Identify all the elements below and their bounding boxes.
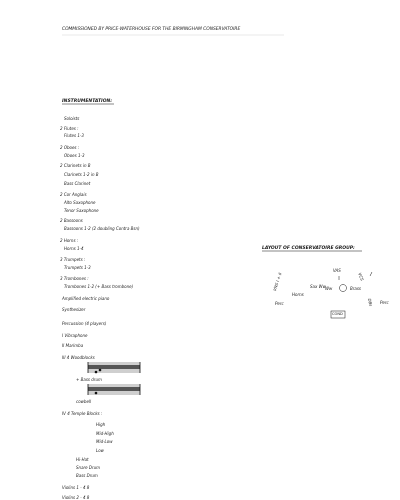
instrument-line: cowbell <box>76 399 92 404</box>
layout-label-conductor: COND <box>332 312 343 316</box>
instrument-line: 3 Trumpets : <box>60 257 86 262</box>
instrument-line: 3 Trombones : <box>60 276 89 281</box>
instrument-line: 2 Clarinets in B <box>60 163 91 168</box>
instrument-line: Trumpets 1-3 <box>64 265 91 270</box>
layout-title: LAYOUT OF CONSERVATOIRE GROUP: <box>262 246 355 251</box>
instrument-line: Snare Drum <box>76 465 101 470</box>
instrument-line: Tenor Saxophone <box>64 208 99 213</box>
instrument-line: Violins 1 - 4 8 <box>62 485 90 490</box>
instrument-line: Flutes 1-3 <box>64 133 84 138</box>
layout-label-cellos: VCS <box>357 272 365 282</box>
layout-label-woodwind-2: Ww <box>325 286 333 291</box>
instrument-line: Mid-Low <box>96 439 113 444</box>
instrumentation-title: INSTRUMENTATION: <box>62 99 113 104</box>
instrument-line: 2 Cor Anglais <box>60 192 87 197</box>
instrument-line: Bassoons 1-2 (2 doubling Contra Bsn) <box>64 226 140 231</box>
layout-label-perc-right: Perc <box>380 300 389 305</box>
instrument-line: Amplified electric piano <box>62 296 110 301</box>
layout-label-perc-left: Perc <box>275 301 284 306</box>
instrument-line: Soloists <box>64 116 80 121</box>
instrument-line: Alto Saxophone <box>64 200 96 205</box>
instrument-line: Hi-Hat <box>76 457 89 462</box>
instrument-line: Bass Clarinet <box>64 181 91 186</box>
instrument-line: 2 Oboes : <box>60 145 80 150</box>
instrument-line: II Marimba <box>62 343 84 348</box>
conductor-circle <box>340 285 347 292</box>
instrument-line: IV 4 Temple Blocks : <box>62 411 103 416</box>
music-staff-1 <box>88 362 140 373</box>
instrument-line: Violins 2 - 4 8 <box>62 495 90 500</box>
instrument-line: + Bass drum <box>76 377 102 382</box>
instrument-line: Horns 1-4 <box>64 246 84 251</box>
instrument-line: Oboes 1-3 <box>64 153 85 158</box>
layout-label-basses: DBs <box>367 298 374 307</box>
instrument-line: 2 Bassoons <box>60 218 83 223</box>
instrument-line: Clarinets 1-2 in B <box>64 172 99 177</box>
instrument-line: Percussion (4 players) <box>62 321 107 326</box>
commission-header: COMMISSIONED BY PRICE-WATERHOUSE FOR THE BIRMINGHAM CONSERVATOIRE <box>62 27 241 32</box>
instrument-line: High <box>96 422 106 427</box>
instrument-line: I Vibraphone <box>62 333 88 338</box>
instrument-line: 2 Flutes : <box>60 126 79 131</box>
layout-label-horns: Horns <box>292 292 304 297</box>
instrument-line: Mid-High <box>96 431 114 436</box>
instrument-line: Low <box>96 448 104 453</box>
instrument-line: Bass Drum <box>76 473 98 478</box>
instrument-line: Trombones 1-2 (+ Bass trombone) <box>64 284 134 289</box>
music-staff-2 <box>88 384 140 395</box>
layout-label-violins: VNS I + II <box>272 271 283 292</box>
layout-label-woodwind-1: Sax Ww <box>310 284 326 289</box>
layout-label-brass: Brass <box>350 286 362 291</box>
instrument-line: Synthesizer <box>62 307 86 312</box>
instrument-line: III 4 Woodblocks <box>62 355 95 360</box>
instrument-line: 2 Horns : <box>60 238 79 243</box>
layout-label-violas: VAS <box>333 268 341 273</box>
